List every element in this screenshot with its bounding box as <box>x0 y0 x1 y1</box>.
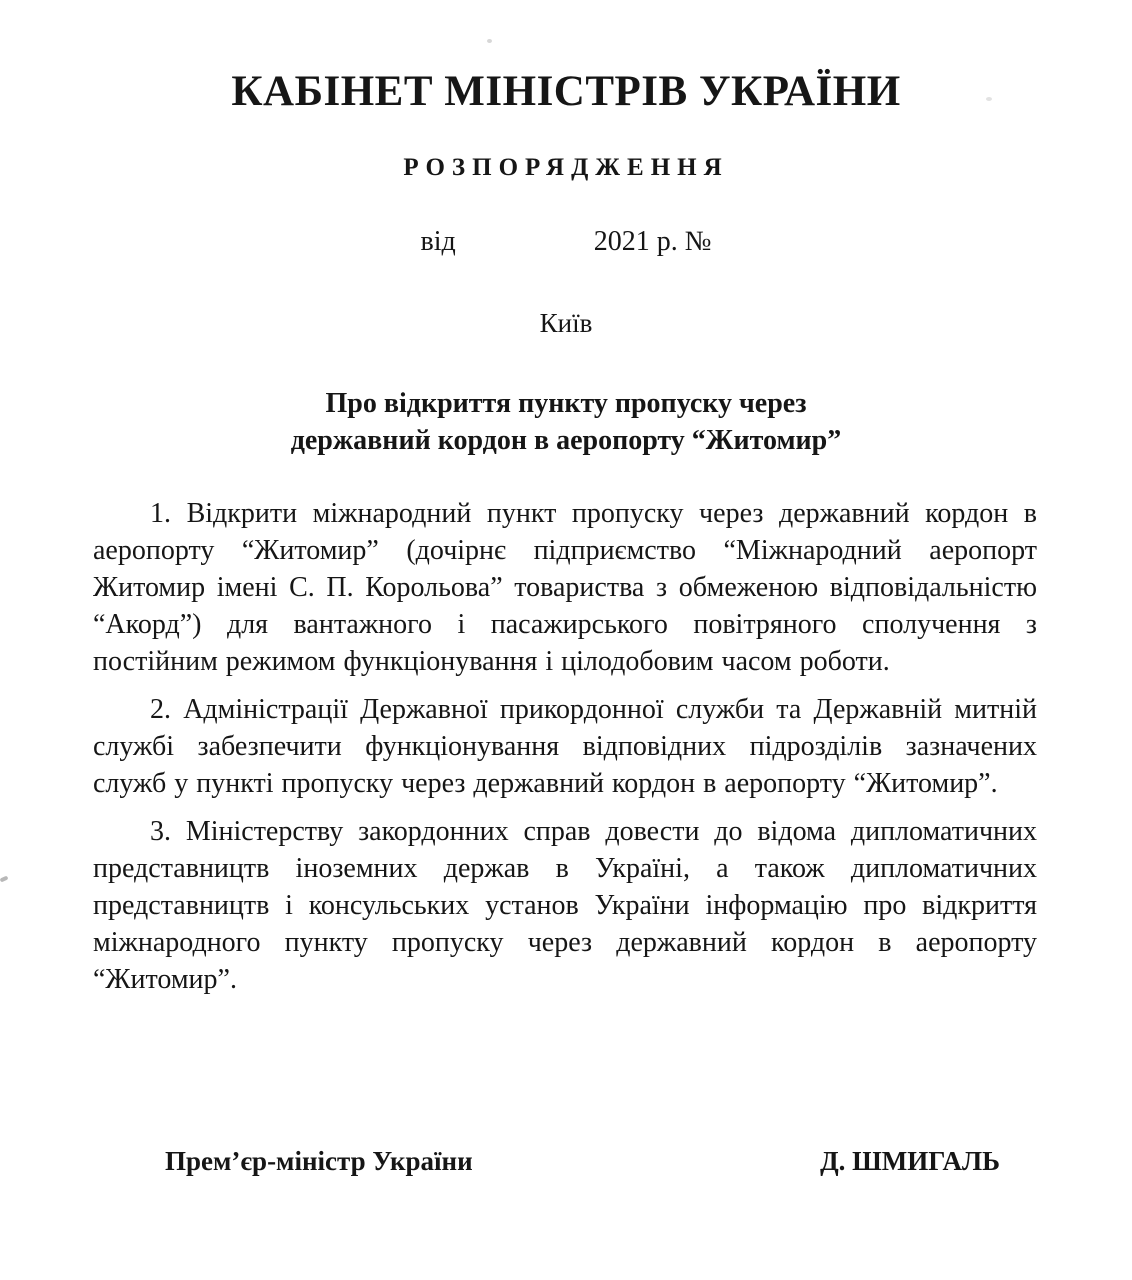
date-year-number: 2021 р. № <box>593 225 712 257</box>
scan-artifact <box>0 875 8 882</box>
signature-row <box>165 1146 1000 1177</box>
scan-artifact <box>487 39 492 43</box>
doc-title-line-1: Про відкриття пункту пропуску через <box>325 387 807 419</box>
paragraph-1: 1. Відкрити міжнародний пункт пропуску через державний кордон в аеропорту “Житомир” (дочірнє підприємство “Міжнародний аеропорт Житомир імені С. П. Корольова” товариства з обмеженою відповідальністю “Акорд”) для вантажного і пасажирського повітряного сполучення з постійним режимом функціонування і цілодобовим часом роботи. <box>93 497 1037 677</box>
scan-artifact <box>986 97 992 101</box>
document-body <box>93 495 1037 998</box>
date-line <box>0 226 1132 258</box>
org-name: КАБІНЕТ МІНІСТРІВ УКРАЇНИ <box>231 68 901 115</box>
doc-type-label: РОЗПОРЯДЖЕННЯ <box>403 153 729 181</box>
date-from-label: від <box>420 225 456 257</box>
signer-name: Д. ШМИГАЛЬ <box>820 1146 1000 1176</box>
paragraph-2: 2. Адміністрації Державної прикордонної служби та Державній митній службі забезпечити функціонування відповідних підрозділів зазначених служб у пункті пропуску через державний кордон в аеропорту “Житомир”. <box>93 693 1037 799</box>
doc-title-line-2: державний кордон в аеропорту “Житомир” <box>290 424 842 456</box>
paragraph-3: 3. Міністерству закордонних справ довести до відома дипломатичних представництв іноземних держав в Україні, а також дипломатичних представництв і консульських установ України інформацію про відкриття міжнародного пункту пропуску через державний кордон в аеропорту “Житомир”. <box>93 815 1037 995</box>
city-name: Київ <box>539 307 593 338</box>
doc-title <box>0 385 1132 459</box>
signer-position: Прем’єр-міністр України <box>165 1146 473 1176</box>
